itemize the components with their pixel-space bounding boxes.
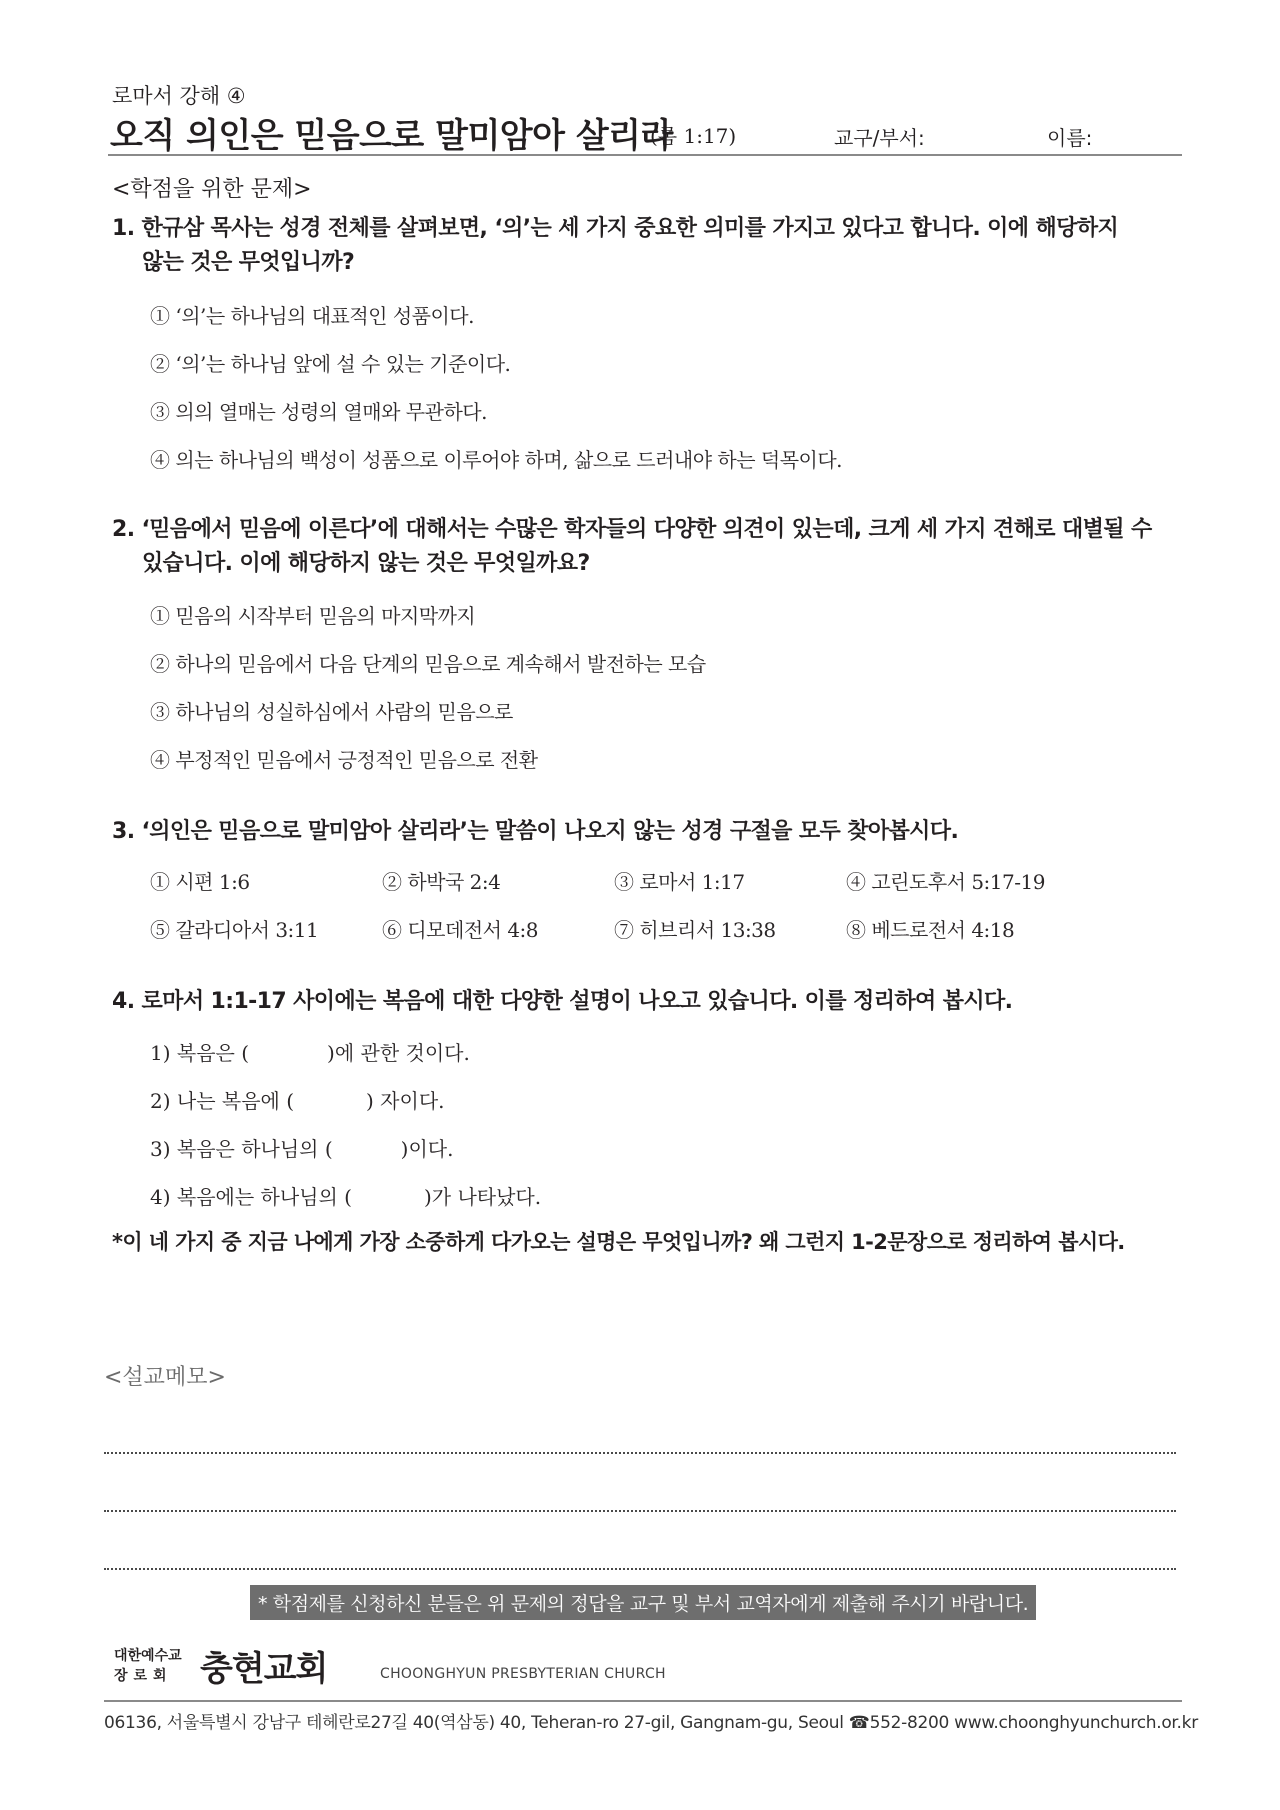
fill-text-before: 2) 나는 복음에 (	[150, 1089, 295, 1113]
memo-line[interactable]	[104, 1452, 1176, 1454]
page-title: 오직 의인은 믿음으로 말미암아 살리라	[110, 116, 673, 156]
svg-text:장로회: 장로회	[114, 1668, 173, 1684]
fill-text-after: )가 나타났다.	[423, 1185, 542, 1209]
fill-in-item	[150, 1037, 470, 1066]
option: ① 시편 1:6	[150, 870, 250, 894]
fill-text-before: 3) 복음은 하나님의 (	[150, 1137, 333, 1161]
option: ⑧ 베드로전서 4:18	[846, 918, 1015, 942]
memo-line[interactable]	[104, 1510, 1176, 1512]
church-name-english: CHOONGHYUN PRESBYTERIAN CHURCH	[380, 1666, 666, 1682]
svg-text:대한예수교: 대한예수교	[114, 1648, 182, 1664]
footer-divider	[104, 1700, 1182, 1702]
question-text-line2: 있습니다. 이에 해당하지 않는 것은 무엇일까요?	[142, 551, 590, 576]
question-4	[112, 985, 1182, 1019]
option: ② ‘의’는 하나님 앞에 설 수 있는 기준이다.	[150, 352, 511, 376]
question-text-line2: 않는 것은 무엇입니까?	[142, 250, 355, 275]
option: ④ 의는 하나님의 백성이 성품으로 이루어야 하며, 삶으로 드러내야 하는 덕목이다.	[150, 448, 843, 472]
fill-text-after: )이다.	[400, 1137, 454, 1161]
fill-text-before: 1) 복음은 (	[150, 1041, 250, 1065]
option: ③ 의의 열매는 성령의 열매와 무관하다.	[150, 400, 487, 424]
question-1	[112, 212, 1182, 280]
option: ⑤ 갈라디아서 3:11	[150, 918, 319, 942]
svg-text:충현교회: 충현교회	[200, 1649, 328, 1688]
option: ③ 하나님의 성실하심에서 사람의 믿음으로	[150, 700, 513, 724]
fill-text-after: ) 자이다.	[366, 1089, 445, 1113]
section-title: <학점을 위한 문제>	[112, 177, 312, 202]
option: ⑥ 디모데전서 4:8	[382, 918, 539, 942]
title-divider	[108, 154, 1182, 156]
dept-label: 교구/부서:	[834, 126, 925, 150]
memo-label: <설교메모>	[104, 1365, 226, 1390]
memo-line[interactable]	[104, 1568, 1176, 1570]
option: ④ 고린도후서 5:17-19	[846, 870, 1045, 894]
question-3	[112, 815, 1182, 849]
reflection-prompt: *이 네 가지 중 지금 나에게 가장 소중하게 다가오는 설명은 무엇입니까? 왜 그런지 1-2문장으로 정리하여 봅시다.	[112, 1230, 1125, 1254]
scripture-reference: (롬 1:17)	[650, 124, 737, 148]
option: ② 하나의 믿음에서 다음 단계의 믿음으로 계속해서 발전하는 모습	[150, 652, 706, 676]
submission-notice: * 학점제를 신청하신 분들은 위 문제의 정답을 교구 및 부서 교역자에게 제출해 주시기 바랍니다.	[250, 1585, 1036, 1620]
option: ① 믿음의 시작부터 믿음의 마지막까지	[150, 604, 476, 628]
option: ④ 부정적인 믿음에서 긍정적인 믿음으로 전환	[150, 748, 538, 772]
fill-in-item	[150, 1085, 445, 1114]
fill-in-item	[150, 1133, 453, 1162]
fill-text-before: 4) 복음에는 하나님의 (	[150, 1185, 352, 1209]
option: ② 하박국 2:4	[382, 870, 501, 894]
option: ① ‘의’는 하나님의 대표적인 성품이다.	[150, 304, 474, 328]
question-text-line1: 3. ‘의인은 믿음으로 말미암아 살리라’는 말씀이 나오지 않는 성경 구절을 모두 찾아봅시다.	[112, 819, 959, 844]
church-address: 06136, 서울특별시 강남구 테헤란로27길 40(역삼동) 40, Teheran-ro 27-gil, Gangnam-gu, Seoul ☎552-8200 www.choonghyunchurch.or.kr	[104, 1713, 1198, 1733]
question-2	[112, 513, 1182, 581]
fill-text-after: )에 관한 것이다.	[327, 1041, 470, 1065]
series-label: 로마서 강해 ④	[112, 84, 246, 108]
option: ⑦ 히브리서 13:38	[614, 918, 776, 942]
church-logo-mark	[112, 1640, 362, 1688]
name-label: 이름:	[1047, 126, 1093, 150]
question-text-line1: 4. 로마서 1:1-17 사이에는 복음에 대한 다양한 설명이 나오고 있습니다. 이를 정리하여 봅시다.	[112, 989, 1013, 1014]
question-text-line1: 1. 한규삼 목사는 성경 전체를 살펴보면, ‘의’는 세 가지 중요한 의미를 가지고 있다고 합니다. 이에 해당하지	[112, 216, 1119, 241]
option: ③ 로마서 1:17	[614, 870, 745, 894]
title-row	[110, 108, 1180, 156]
question-text-line1: 2. ‘믿음에서 믿음에 이른다’에 대해서는 수많은 학자들의 다양한 의견이 있는데, 크게 세 가지 견해로 대별될 수	[112, 517, 1152, 542]
church-logo	[112, 1640, 362, 1688]
fill-in-item	[150, 1181, 541, 1210]
